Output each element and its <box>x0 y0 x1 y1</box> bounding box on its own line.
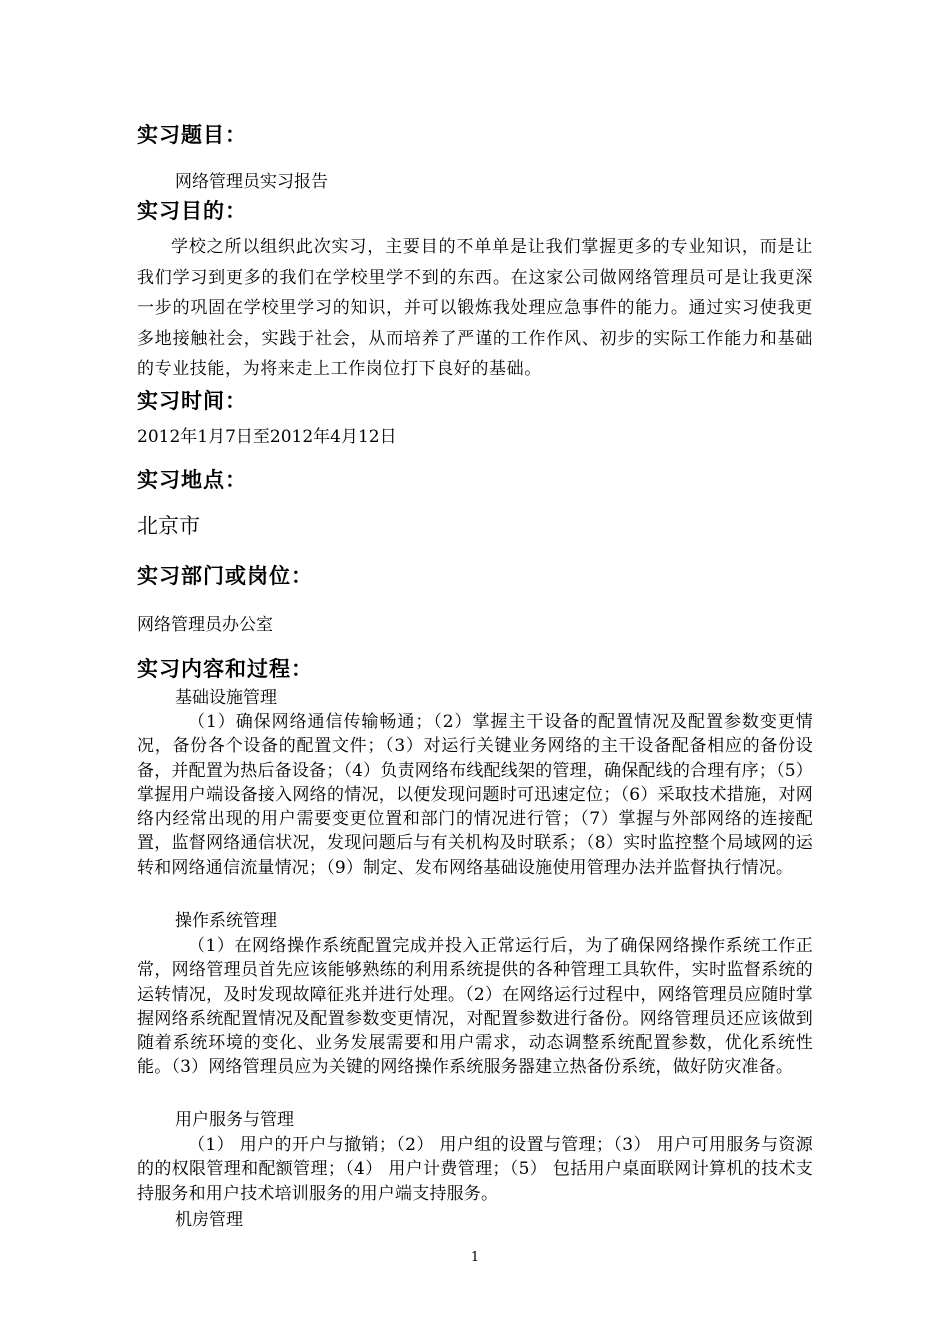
heading-content: 实习内容和过程： <box>137 657 313 681</box>
purpose-paragraph: 学校之所以组织此次实习，主要目的不单单是让我们掌握更多的专业知识，而是让我们学习到更多的我们在学校里学不到的东西。在这家公司做网络管理员可是让我更深一步的巩固在学校里学习的知识，并可以锻炼我处理应急事件的能力。通过实习使我更多地接触社会，实践于社会，从而培养了严谨的工作作风、初步的实际工作能力和基础的专业技能，为将来走上工作岗位打下良好的基础。 <box>137 237 813 379</box>
section-title-infrastructure: 基础设施管理 <box>175 688 277 708</box>
section-body-user-service: （1） 用户的开户与撤销；（2） 用户组的设置与管理；（3） 用户可用服务与资源的的权限管理和配额管理；（4） 用户计费管理；（5） 包括用户桌面联网计算机的技术支持服务和用户技术培训服务的用户端支持服务。 <box>137 1135 813 1204</box>
heading-location: 实习地点： <box>137 468 247 492</box>
section-body-os: （1）在网络操作系统配置完成并投入正常运行后，为了确保网络操作系统工作正常，网络管理员首先应该能够熟练的利用系统提供的各种管理工具软件，实时监督系统的运转情况，及时发现故障征兆并进行处理。（2）在网络运行过程中，网络管理员应随时掌握网络系统配置情况及配置参数变更情况，对配置参数进行备份。网络管理员还应该做到随着系统环境的变化、业务发展需要和用户需求，动态调整系统配置参数，优化系统性能。（3）网络管理员应为关键的网络操作系统服务器建立热备份系统，做好防灾准备。 <box>137 936 813 1078</box>
heading-topic: 实习题目： <box>137 123 247 147</box>
department-text: 网络管理员办公室 <box>137 615 273 635</box>
section-title-os: 操作系统管理 <box>175 911 277 931</box>
location-text: 北京市 <box>137 514 200 538</box>
time-text: 2012年1月7日至2012年4月12日 <box>137 427 397 447</box>
section-title-machine-room: 机房管理 <box>175 1210 243 1230</box>
topic-text: 网络管理员实习报告 <box>175 172 328 192</box>
heading-time: 实习时间： <box>137 389 247 413</box>
heading-purpose: 实习目的： <box>137 199 247 223</box>
section-title-user-service: 用户服务与管理 <box>175 1110 294 1130</box>
heading-department: 实习部门或岗位： <box>137 564 313 588</box>
section-body-infrastructure: （1）确保网络通信传输畅通；（2）掌握主干设备的配置情况及配置参数变更情况，备份各个设备的配置文件；（3）对运行关键业务网络的主干设备配备相应的备份设备，并配置为热后备设备；（4）负责网络布线配线架的管理，确保配线的合理有序；（5）掌握用户端设备接入网络的情况，以便发现问题时可迅速定位；（6）采取技术措施，对网络内经常出现的用户需要变更位置和部门的情况进行管；（7）掌握与外部网络的连接配置，监督网络通信状况，发现问题后与有关机构及时联系；（8）实时监控整个局域网的运转和网络通信流量情况；（9）制定、发布网络基础设施使用管理办法并监督执行情况。 <box>137 712 813 878</box>
page-number: 1 <box>470 1250 480 1265</box>
